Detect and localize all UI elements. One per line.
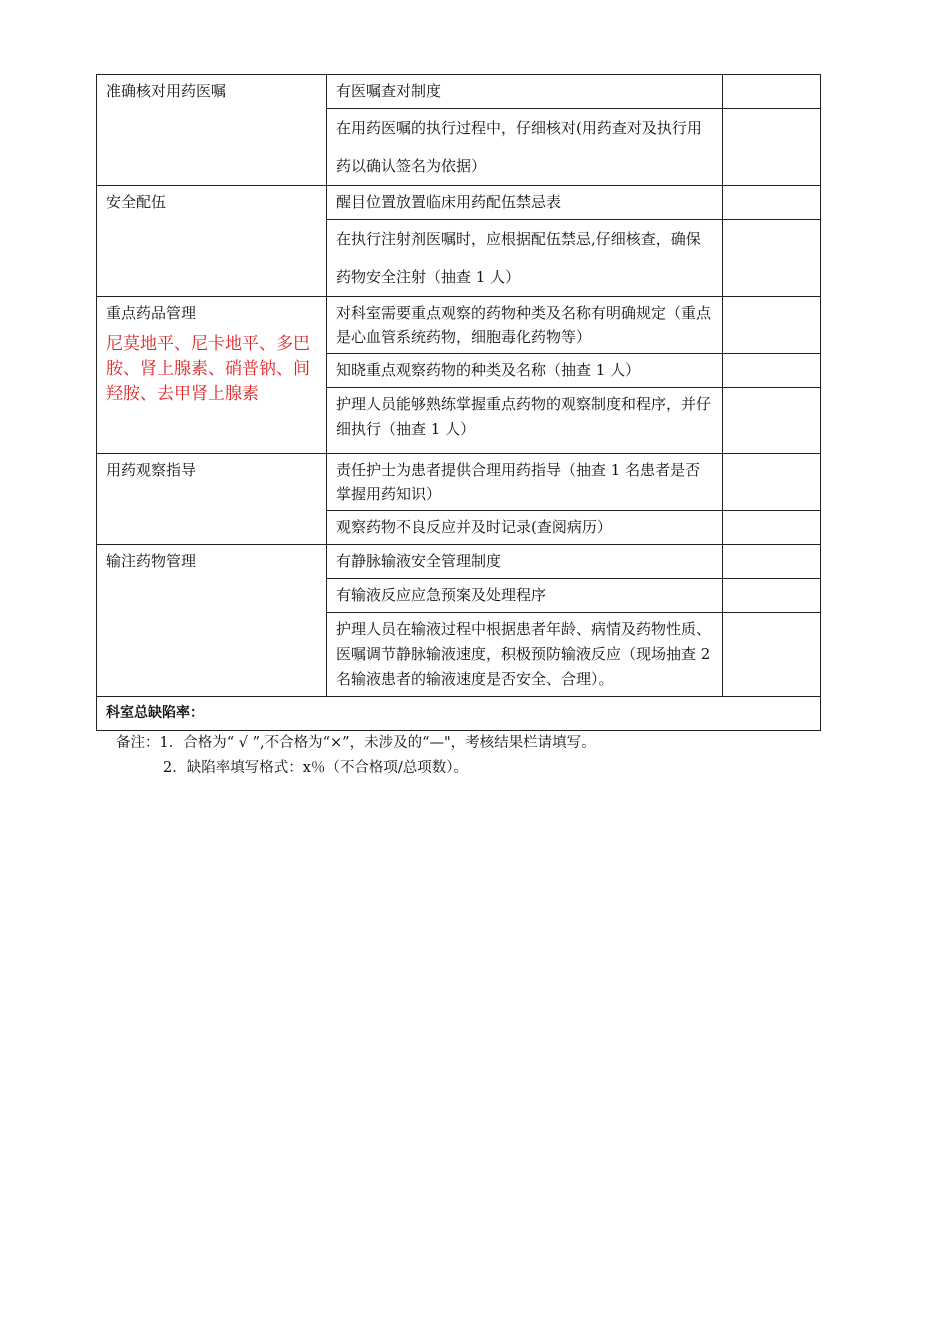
result-cell[interactable] <box>723 186 821 220</box>
result-cell[interactable] <box>723 454 821 511</box>
result-cell[interactable] <box>723 613 821 697</box>
item-cell: 观察药物不良反应并及时记录(查阅病历） <box>327 511 723 545</box>
item-cell: 有输液反应应急预案及处理程序 <box>327 579 723 613</box>
result-cell[interactable] <box>723 297 821 354</box>
table-row <box>97 186 821 220</box>
result-cell[interactable] <box>723 579 821 613</box>
result-cell[interactable] <box>723 545 821 579</box>
category-cell: 准确核对用药医嘱 <box>97 75 327 186</box>
inspection-table <box>96 74 821 731</box>
category-cell: 输注药物管理 <box>97 545 327 697</box>
result-cell[interactable] <box>723 220 821 297</box>
table-row <box>97 75 821 109</box>
result-cell[interactable] <box>723 511 821 545</box>
item-cell: 知晓重点观察药物的种类及名称（抽查 1 人） <box>327 354 723 388</box>
result-cell[interactable] <box>723 388 821 454</box>
item-cell: 护理人员在输液过程中根据患者年龄、病情及药物性质、医嘱调节静脉输液速度，积极预防输液反应（现场抽查 2 名输液患者的输液速度是否安全、合理）。 <box>327 613 723 697</box>
notes <box>96 731 820 781</box>
category-cell: 用药观察指导 <box>97 454 327 545</box>
note-line-2: 2．缺陷率填写格式：x％（不合格项/总项数）。 <box>163 760 469 776</box>
item-cell: 在执行注射剂医嘱时，应根据配伍禁忌,仔细核查，确保药物安全注射（抽查 1 人） <box>327 220 723 297</box>
item-cell: 护理人员能够熟练掌握重点药物的观察制度和程序，并仔细执行（抽查 1 人） <box>327 388 723 454</box>
item-cell: 醒目位置放置临床用药配伍禁忌表 <box>327 186 723 220</box>
item-cell: 有静脉输液安全管理制度 <box>327 545 723 579</box>
table-row <box>97 454 821 511</box>
category-note: 尼莫地平、尼卡地平、多巴胺、肾上腺素、硝普钠、间羟胺、去甲肾上腺素 <box>106 334 310 404</box>
item-cell: 有医嘱查对制度 <box>327 75 723 109</box>
category-cell: 安全配伍 <box>97 186 327 297</box>
note-line-1: 备注：1．合格为“ √ ”,不合格为“×”，未涉及的“—"，考核结果栏请填写。 <box>116 735 596 751</box>
result-cell[interactable] <box>723 75 821 109</box>
result-cell[interactable] <box>723 109 821 186</box>
summary-label: 科室总缺陷率： <box>97 697 821 731</box>
table-row <box>97 545 821 579</box>
category-label: 重点药品管理 <box>106 304 197 322</box>
result-cell[interactable] <box>723 354 821 388</box>
item-cell: 责任护士为患者提供合理用药指导（抽查 1 名患者是否掌握用药知识） <box>327 454 723 511</box>
item-cell: 在用药医嘱的执行过程中，仔细核对(用药查对及执行用药以确认签名为依据） <box>327 109 723 186</box>
item-cell: 对科室需要重点观察的药物种类及名称有明确规定（重点是心血管系统药物，细胞毒化药物等） <box>327 297 723 354</box>
category-cell <box>97 297 327 454</box>
table-row <box>97 297 821 354</box>
inspection-form <box>96 74 820 781</box>
summary-row <box>97 697 821 731</box>
